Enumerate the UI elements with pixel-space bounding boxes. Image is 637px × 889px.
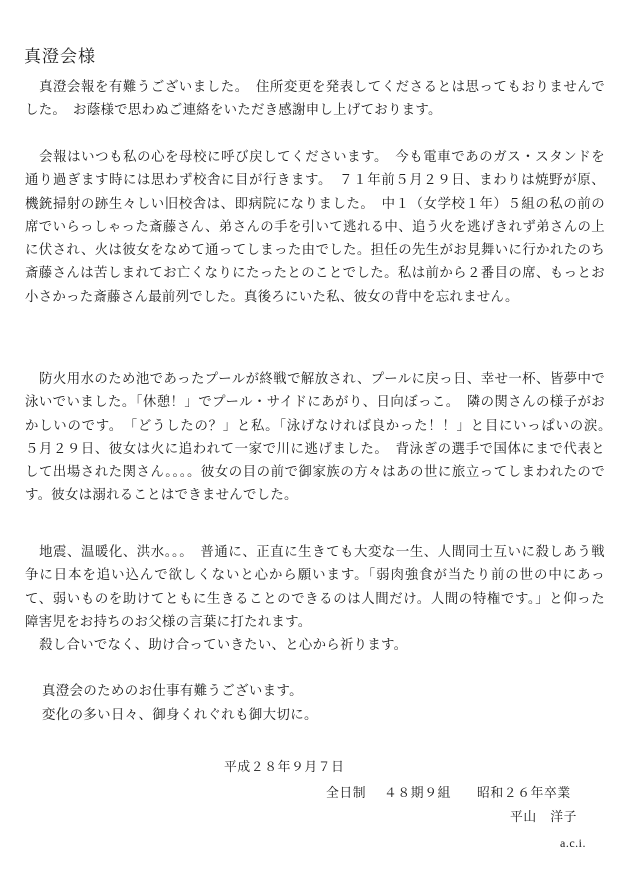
signature-course: 全日制 bbox=[326, 786, 367, 801]
signature-class: ４８期９組 bbox=[384, 786, 451, 801]
letter-date: 平成２８年９月７日 bbox=[224, 760, 345, 775]
signature-name: 平山 洋子 bbox=[510, 810, 577, 825]
salutation: 真澄会様 bbox=[24, 47, 96, 67]
closing-line-care: 変化の多い日々、御身くれぐれも御大切に。 bbox=[42, 708, 318, 723]
signature-mark: a.c.i. bbox=[560, 836, 586, 850]
paragraph-prayer: 殺し合いでなく、助け合っていきたい、と心から祈ります。 bbox=[39, 638, 408, 653]
paragraph-memory-saito: 会報はいつも私の心を母校に呼び戻してくださいます。 今も電車であのガス・スタンドを通り過ぎます時には思わず校舎に目が行きます。 ７１年前５月２９日、まわりは焼野が原、機銃掃射の跡生々しい旧校舎は、即病院になりました。 中１（女学校１年）５組の私の前の席でいらっしゃった斎藤さん、弟さんの手を引いて逃れる中、追う火を逃げきれず弟さんの上に伏され、火は彼女をなめて通ってしまった由でした。担任の先生がお見舞いに行かれたのち斎藤さんは苦しまれてお亡くなりにたったとのことでした。私は前から２番目の席、もっとお小さかった斎藤さん最前列でした。真後ろにいた私、彼女の背中を忘れません。 bbox=[25, 150, 605, 305]
paragraph-peace-wish: 地震、温暖化、洪水。。。 普通に、正直に生きても大変な一生、人間同士互いに殺しあう戦争に日本を追い込んで欲しくないと心から願います。「弱肉強食が当たり前の世の中にあって、弱いものを助けてともに生きることのできるのは人間だけ。人間の特権です。」と仰った障害児をお持ちのお父様の言葉に打たれます。 bbox=[25, 545, 605, 630]
signature-graduation: 昭和２６年卒業 bbox=[477, 786, 571, 801]
paragraph-memory-seki: 防火用水のため池であったプールが終戦で解放され、プールに戻っ日、幸せ一杯、皆夢中で泳いでいました。「休憩！」でプール・サイドにあがり、日向ぼっこ。 隣の関さんの様子がおかしいのです。 「どうしたの？」と私。「泳げなければ良かった！！」と目にいっぱいの涙。 ５月２９日、彼女は火に追われて一家で川に逃げました。 背泳ぎの選手で国体にまで代表として出場された関さん。。。。彼女の目の前で御家族の方々はあの世に旅立ってしまわれたのです。彼女は溺れることはできませんでした。 bbox=[25, 372, 619, 504]
closing-line-thanks: 真澄会のためのお仕事有難うございます。 bbox=[42, 684, 303, 699]
paragraph-thanks: 真澄会報を有難うございました。 住所変更を発表してくださるとは思ってもおりませんでした。 お蔭様で思わぬご連絡をいただき感謝申し上げております。 bbox=[25, 80, 605, 119]
